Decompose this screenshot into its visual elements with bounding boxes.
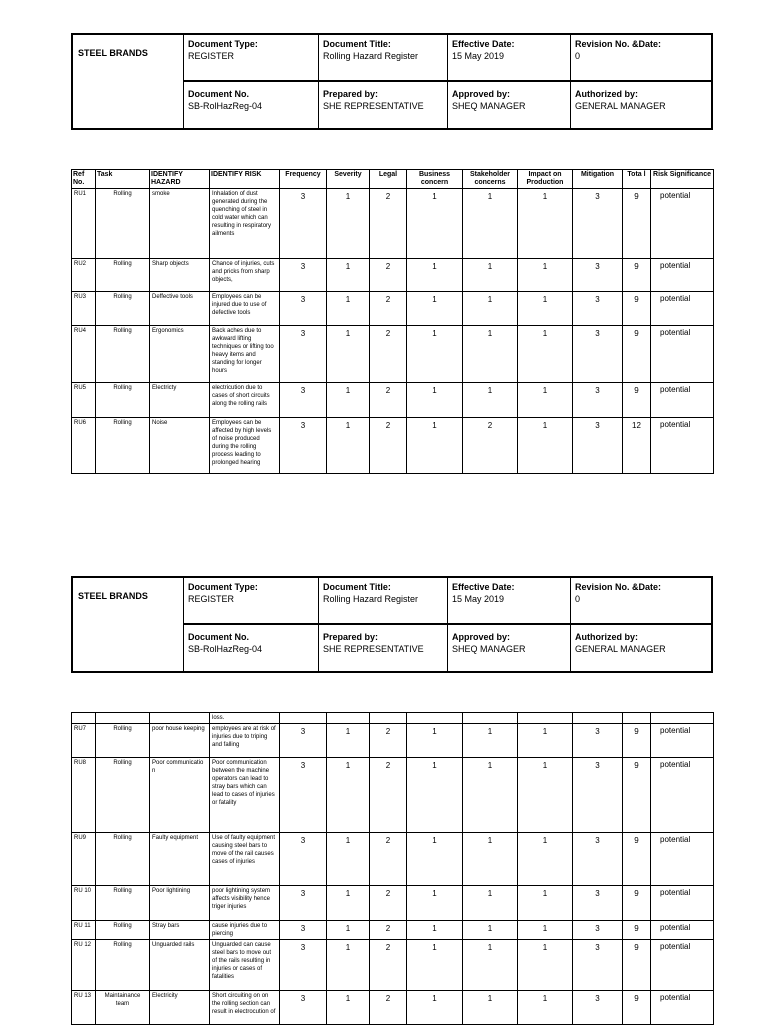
approved-by: Approved by: SHEQ MANAGER bbox=[448, 625, 571, 671]
business-cell: 1 bbox=[407, 292, 463, 326]
mitigation-cell: 3 bbox=[573, 940, 623, 991]
task-cell: Rolling bbox=[96, 418, 150, 474]
risk-cell: Employees can be injured due to use of defective tools bbox=[210, 292, 280, 326]
stakeholder-cell: 1 bbox=[463, 724, 518, 758]
ref-cell: RU8 bbox=[72, 758, 96, 833]
total-cell: 9 bbox=[623, 833, 651, 886]
stakeholder-cell: 1 bbox=[463, 259, 518, 292]
legal-cell: 2 bbox=[370, 833, 407, 886]
task-cell: Rolling bbox=[96, 189, 150, 259]
frequency-cell: 3 bbox=[280, 259, 327, 292]
significance-cell: potential bbox=[651, 940, 714, 991]
hazard-table-2 bbox=[71, 712, 714, 1025]
legal-cell: 2 bbox=[370, 991, 407, 1025]
document-title: Document Title: Rolling Hazard Register bbox=[319, 35, 448, 82]
severity-cell: 1 bbox=[327, 758, 370, 833]
significance-cell: potential bbox=[651, 189, 714, 259]
business-cell: 1 bbox=[407, 259, 463, 292]
frequency-cell: 3 bbox=[280, 383, 327, 418]
stakeholder-cell: 1 bbox=[463, 940, 518, 991]
mitigation-cell: 3 bbox=[573, 886, 623, 921]
risk-cell: electricution due to cases of short circuits along the rolling rails bbox=[210, 383, 280, 418]
impact-cell: 1 bbox=[518, 189, 573, 259]
hazard-cell: Electricty bbox=[150, 383, 210, 418]
table-row bbox=[72, 292, 714, 326]
document-header-2 bbox=[71, 576, 713, 673]
task-cell: Rolling bbox=[96, 724, 150, 758]
prepared-by: Prepared by: SHE REPRESENTATIVE bbox=[319, 82, 448, 128]
total-cell: 12 bbox=[623, 418, 651, 474]
hazard-cell: Poor communicatio n bbox=[150, 758, 210, 833]
hazard-cell: Sharp objects bbox=[150, 259, 210, 292]
stakeholder-cell: 1 bbox=[463, 758, 518, 833]
severity-cell: 1 bbox=[327, 991, 370, 1025]
hazard-cell: Noise bbox=[150, 418, 210, 474]
risk-cell: Use of faulty equipment causing steel bars to move of the rail causes cases of injuries bbox=[210, 833, 280, 886]
col-business: Business concern bbox=[407, 170, 463, 189]
significance-cell: potential bbox=[651, 886, 714, 921]
brand-name: STEEL BRANDS bbox=[73, 578, 184, 671]
authorized-by: Authorized by: GENERAL MANAGER bbox=[575, 89, 666, 111]
ref-cell: RU 11 bbox=[72, 921, 96, 940]
task-cell: Rolling bbox=[96, 292, 150, 326]
frequency-cell: 3 bbox=[280, 724, 327, 758]
hazard-cell: Electricity bbox=[150, 991, 210, 1025]
total-cell: 9 bbox=[623, 292, 651, 326]
col-frequency: Frequency bbox=[280, 170, 327, 189]
legal-cell: 2 bbox=[370, 189, 407, 259]
business-cell: 1 bbox=[407, 326, 463, 383]
table-row bbox=[72, 758, 714, 833]
severity-cell: 1 bbox=[327, 833, 370, 886]
legal-cell: 2 bbox=[370, 886, 407, 921]
total-cell: 9 bbox=[623, 758, 651, 833]
stakeholder-cell: 1 bbox=[463, 326, 518, 383]
col-significance: Risk Significance bbox=[651, 170, 714, 189]
ref-cell: RU1 bbox=[72, 189, 96, 259]
col-hazard: IDENTIFY HAZARD bbox=[150, 170, 210, 189]
significance-cell: potential bbox=[651, 326, 714, 383]
document-number: Document No. SB-RolHazReg-04 bbox=[184, 82, 319, 128]
risk-cell: Chance of injuries, cuts and pricks from sharp objects, bbox=[210, 259, 280, 292]
impact-cell: 1 bbox=[518, 940, 573, 991]
business-cell: 1 bbox=[407, 833, 463, 886]
severity-cell: 1 bbox=[327, 383, 370, 418]
document-title: Document Title: Rolling Hazard Register bbox=[319, 578, 448, 625]
ref-cell: RU2 bbox=[72, 259, 96, 292]
stakeholder-cell: 1 bbox=[463, 189, 518, 259]
risk-cell: Back aches due to awkward lifting techniques or lifting too heavy items and standing for longer hours bbox=[210, 326, 280, 383]
risk-cell: Inhalation of dust generated during the quenching of steel in cold water which can resulting in respiratory ailments bbox=[210, 189, 280, 259]
business-cell: 1 bbox=[407, 921, 463, 940]
impact-cell: 1 bbox=[518, 886, 573, 921]
stakeholder-cell: 1 bbox=[463, 383, 518, 418]
ref-cell: RU7 bbox=[72, 724, 96, 758]
mitigation-cell: 3 bbox=[573, 833, 623, 886]
legal-cell: 2 bbox=[370, 418, 407, 474]
mitigation-cell: 3 bbox=[573, 259, 623, 292]
significance-cell: potential bbox=[651, 259, 714, 292]
table-row bbox=[72, 724, 714, 758]
severity-cell: 1 bbox=[327, 292, 370, 326]
col-legal: Legal bbox=[370, 170, 407, 189]
severity-cell: 1 bbox=[327, 886, 370, 921]
table-row bbox=[72, 326, 714, 383]
revision: Revision No. &Date: 0 bbox=[571, 35, 711, 82]
business-cell: 1 bbox=[407, 383, 463, 418]
ref-cell: RU 10 bbox=[72, 886, 96, 921]
mitigation-cell: 3 bbox=[573, 189, 623, 259]
task-cell: Rolling bbox=[96, 326, 150, 383]
approved-by: Approved by: SHEQ MANAGER bbox=[448, 82, 571, 128]
document-number: Document No. SB-RolHazReg-04 bbox=[184, 625, 319, 671]
table-row bbox=[72, 886, 714, 921]
col-risk: IDENTIFY RISK bbox=[210, 170, 280, 189]
severity-cell: 1 bbox=[327, 921, 370, 940]
frequency-cell: 3 bbox=[280, 921, 327, 940]
total-cell: 9 bbox=[623, 886, 651, 921]
stakeholder-cell: 1 bbox=[463, 886, 518, 921]
legal-cell: 2 bbox=[370, 921, 407, 940]
risk-cell: Unguarded can cause steel bars to move out of the rails resulting in injuries or cases of fatalities bbox=[210, 940, 280, 991]
table-row bbox=[72, 259, 714, 292]
total-cell: 9 bbox=[623, 921, 651, 940]
risk-cell: Short circuiting on on the rolling section can result in electrocution of bbox=[210, 991, 280, 1025]
business-cell: 1 bbox=[407, 758, 463, 833]
risk-cell: employees are at risk of injuries due to triping and falling bbox=[210, 724, 280, 758]
frequency-cell: 3 bbox=[280, 940, 327, 991]
ref-cell: RU9 bbox=[72, 833, 96, 886]
impact-cell: 1 bbox=[518, 418, 573, 474]
business-cell: 1 bbox=[407, 991, 463, 1025]
total-cell: 9 bbox=[623, 189, 651, 259]
ref-cell: RU 13 bbox=[72, 991, 96, 1025]
task-cell: Rolling bbox=[96, 921, 150, 940]
table-row bbox=[72, 921, 714, 940]
ref-cell: RU4 bbox=[72, 326, 96, 383]
table-row bbox=[72, 833, 714, 886]
frequency-cell: 3 bbox=[280, 886, 327, 921]
impact-cell: 1 bbox=[518, 921, 573, 940]
business-cell: 1 bbox=[407, 940, 463, 991]
legal-cell: 2 bbox=[370, 259, 407, 292]
table-header-row bbox=[72, 170, 714, 189]
business-cell: 1 bbox=[407, 886, 463, 921]
legal-cell: 2 bbox=[370, 383, 407, 418]
hazard-cell: Ergonomics bbox=[150, 326, 210, 383]
mitigation-cell: 3 bbox=[573, 921, 623, 940]
task-cell: Rolling bbox=[96, 833, 150, 886]
mitigation-cell: 3 bbox=[573, 991, 623, 1025]
business-cell: 1 bbox=[407, 189, 463, 259]
authorized-by: Authorized by: GENERAL MANAGER bbox=[575, 632, 666, 654]
document-type: Document Type: REGISTER bbox=[184, 578, 319, 625]
severity-cell: 1 bbox=[327, 259, 370, 292]
table-row bbox=[72, 940, 714, 991]
total-cell: 9 bbox=[623, 991, 651, 1025]
significance-cell: potential bbox=[651, 292, 714, 326]
col-task: Task bbox=[96, 170, 150, 189]
frequency-cell: 3 bbox=[280, 189, 327, 259]
table-row bbox=[72, 991, 714, 1025]
stakeholder-cell: 1 bbox=[463, 292, 518, 326]
col-ref: Ref No. bbox=[72, 170, 96, 189]
col-impact: Impact on Production bbox=[518, 170, 573, 189]
impact-cell: 1 bbox=[518, 991, 573, 1025]
col-stakeholder: Stakeholder concerns bbox=[463, 170, 518, 189]
risk-cell: Employees can be affected by high levels of noise produced during the rolling process leading to prolonged hearing bbox=[210, 418, 280, 474]
stakeholder-cell: 2 bbox=[463, 418, 518, 474]
impact-cell: 1 bbox=[518, 833, 573, 886]
legal-cell: 2 bbox=[370, 292, 407, 326]
significance-cell: potential bbox=[651, 418, 714, 474]
frequency-cell: 3 bbox=[280, 292, 327, 326]
significance-cell: potential bbox=[651, 724, 714, 758]
ref-cell: RU3 bbox=[72, 292, 96, 326]
mitigation-cell: 3 bbox=[573, 383, 623, 418]
document-header-1 bbox=[71, 33, 713, 130]
task-cell: Rolling bbox=[96, 259, 150, 292]
legal-cell: 2 bbox=[370, 724, 407, 758]
total-cell: 9 bbox=[623, 259, 651, 292]
brand-name: STEEL BRANDS bbox=[73, 35, 184, 128]
hazard-cell: Deffective tools bbox=[150, 292, 210, 326]
mitigation-cell: 3 bbox=[573, 758, 623, 833]
hazard-cell: smoke bbox=[150, 189, 210, 259]
table-row bbox=[72, 418, 714, 474]
impact-cell: 1 bbox=[518, 383, 573, 418]
severity-cell: 1 bbox=[327, 326, 370, 383]
total-cell: 9 bbox=[623, 383, 651, 418]
total-cell: 9 bbox=[623, 724, 651, 758]
significance-cell: potential bbox=[651, 991, 714, 1025]
legal-cell: 2 bbox=[370, 940, 407, 991]
mitigation-cell: 3 bbox=[573, 724, 623, 758]
table-row bbox=[72, 383, 714, 418]
impact-cell: 1 bbox=[518, 724, 573, 758]
significance-cell: potential bbox=[651, 833, 714, 886]
task-cell: Rolling bbox=[96, 758, 150, 833]
effective-date: Effective Date: 15 May 2019 bbox=[448, 578, 571, 625]
revision: Revision No. &Date: 0 bbox=[571, 578, 711, 625]
hazard-table-1 bbox=[71, 169, 714, 474]
impact-cell: 1 bbox=[518, 259, 573, 292]
severity-cell: 1 bbox=[327, 189, 370, 259]
hazard-cell: poor house keeping bbox=[150, 724, 210, 758]
prepared-by: Prepared by: SHE REPRESENTATIVE bbox=[319, 625, 448, 671]
task-cell: Rolling bbox=[96, 886, 150, 921]
ref-cell: RU 12 bbox=[72, 940, 96, 991]
document-type: Document Type: REGISTER bbox=[184, 35, 319, 82]
significance-cell: potential bbox=[651, 758, 714, 833]
severity-cell: 1 bbox=[327, 418, 370, 474]
frequency-cell: 3 bbox=[280, 418, 327, 474]
hazard-cell: Unguarded rails bbox=[150, 940, 210, 991]
legal-cell: 2 bbox=[370, 326, 407, 383]
task-cell: Maintainance team bbox=[96, 991, 150, 1025]
impact-cell: 1 bbox=[518, 326, 573, 383]
risk-cell: poor lightining system affects visibility hence triger injuries bbox=[210, 886, 280, 921]
mitigation-cell: 3 bbox=[573, 326, 623, 383]
risk-cell: Poor communication between the machine operators can lead to stray bars which can lead to cases of injuries or fatality bbox=[210, 758, 280, 833]
frequency-cell: 3 bbox=[280, 991, 327, 1025]
frequency-cell: 3 bbox=[280, 758, 327, 833]
task-cell: Rolling bbox=[96, 383, 150, 418]
frequency-cell: 3 bbox=[280, 326, 327, 383]
business-cell: 1 bbox=[407, 724, 463, 758]
frequency-cell: 3 bbox=[280, 833, 327, 886]
effective-date: Effective Date: 15 May 2019 bbox=[448, 35, 571, 82]
significance-cell: potential bbox=[651, 921, 714, 940]
carryover-row bbox=[72, 713, 714, 724]
mitigation-cell: 3 bbox=[573, 418, 623, 474]
stakeholder-cell: 1 bbox=[463, 921, 518, 940]
ref-cell: RU5 bbox=[72, 383, 96, 418]
hazard-cell: Poor lightining bbox=[150, 886, 210, 921]
significance-cell: potential bbox=[651, 383, 714, 418]
mitigation-cell: 3 bbox=[573, 292, 623, 326]
stakeholder-cell: 1 bbox=[463, 833, 518, 886]
total-cell: 9 bbox=[623, 940, 651, 991]
legal-cell: 2 bbox=[370, 758, 407, 833]
business-cell: 1 bbox=[407, 418, 463, 474]
severity-cell: 1 bbox=[327, 940, 370, 991]
col-mitigation: Mitigation bbox=[573, 170, 623, 189]
hazard-cell: Faulty equipment bbox=[150, 833, 210, 886]
ref-cell: RU6 bbox=[72, 418, 96, 474]
total-cell: 9 bbox=[623, 326, 651, 383]
col-severity: Severity bbox=[327, 170, 370, 189]
impact-cell: 1 bbox=[518, 292, 573, 326]
severity-cell: 1 bbox=[327, 724, 370, 758]
risk-cell: cause injuries due to piercing bbox=[210, 921, 280, 940]
impact-cell: 1 bbox=[518, 758, 573, 833]
table-row bbox=[72, 189, 714, 259]
col-total: Tota l bbox=[623, 170, 651, 189]
hazard-cell: Stray bars bbox=[150, 921, 210, 940]
carryover-text: loss. bbox=[210, 713, 280, 724]
stakeholder-cell: 1 bbox=[463, 991, 518, 1025]
task-cell: Rolling bbox=[96, 940, 150, 991]
